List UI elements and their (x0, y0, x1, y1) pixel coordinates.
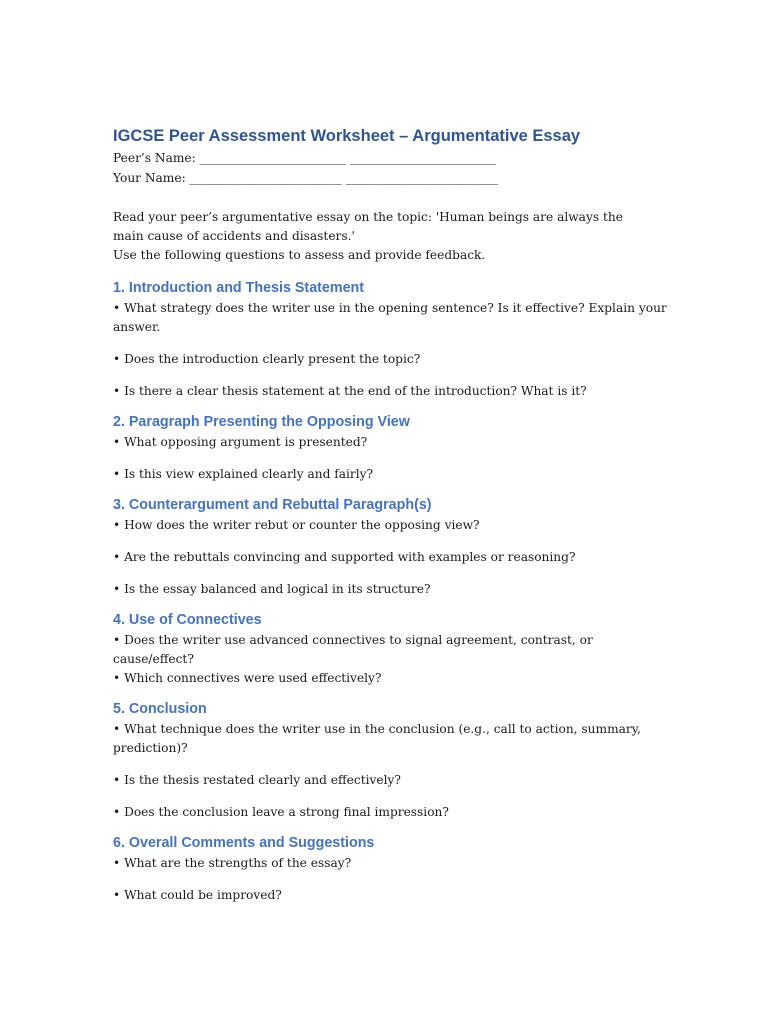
question-item: • What opposing argument is presented? (113, 435, 368, 449)
section-heading: 5. Conclusion (113, 701, 207, 717)
question-item: • How does the writer rebut or counter the opposing view? (113, 518, 480, 532)
question-item: • Does the writer use advanced connectives to signal agreement, contrast, or cause/effect? (113, 633, 593, 666)
section-heading: 4. Use of Connectives (113, 612, 262, 628)
question-item: • What are the strengths of the essay? (113, 856, 352, 870)
section-heading: 3. Counterargument and Rebuttal Paragraph(s) (113, 497, 432, 513)
question-item: • Is the thesis restated clearly and effectively? (113, 773, 401, 787)
section-heading: 1. Introduction and Thesis Statement (113, 280, 365, 296)
section-overall-comments (113, 832, 673, 905)
worksheet-title: IGCSE Peer Assessment Worksheet – Argumentative Essay (113, 127, 581, 145)
peer-name-field: Peer’s Name: ________________________ ________________________ (113, 151, 496, 165)
question-item: • Is the essay balanced and logical in its structure? (113, 582, 431, 596)
question-item: • Are the rebuttals convincing and supported with examples or reasoning? (113, 550, 576, 564)
intro-topic-text: Read your peer’s argumentative essay on the topic: 'Human beings are always the main cause of accidents and disasters.' (113, 210, 623, 243)
your-name-field: Your Name: _________________________ _________________________ (113, 171, 499, 185)
intro-instructions (113, 208, 643, 265)
question-item: • Does the conclusion leave a strong final impression? (113, 805, 449, 819)
question-item: • Does the introduction clearly present the topic? (113, 352, 421, 366)
section-counterargument-rebuttal (113, 494, 673, 599)
section-connectives (113, 609, 673, 688)
intro-instruction-text: Use the following questions to assess and provide feedback. (113, 248, 486, 262)
question-item: • Which connectives were used effectively? (113, 671, 382, 685)
section-introduction-thesis (113, 277, 673, 401)
worksheet-page (113, 124, 673, 905)
section-conclusion (113, 698, 673, 822)
section-heading: 2. Paragraph Presenting the Opposing View (113, 414, 410, 430)
section-heading: 6. Overall Comments and Suggestions (113, 835, 375, 851)
question-item: • Is there a clear thesis statement at the end of the introduction? What is it? (113, 384, 587, 398)
question-item: • What could be improved? (113, 888, 282, 902)
question-item: • What technique does the writer use in the conclusion (e.g., call to action, summary, prediction)? (113, 722, 641, 755)
section-opposing-view (113, 411, 673, 484)
question-item: • What strategy does the writer use in the opening sentence? Is it effective? Explain your answer. (113, 301, 667, 334)
question-item: • Is this view explained clearly and fairly? (113, 467, 374, 481)
